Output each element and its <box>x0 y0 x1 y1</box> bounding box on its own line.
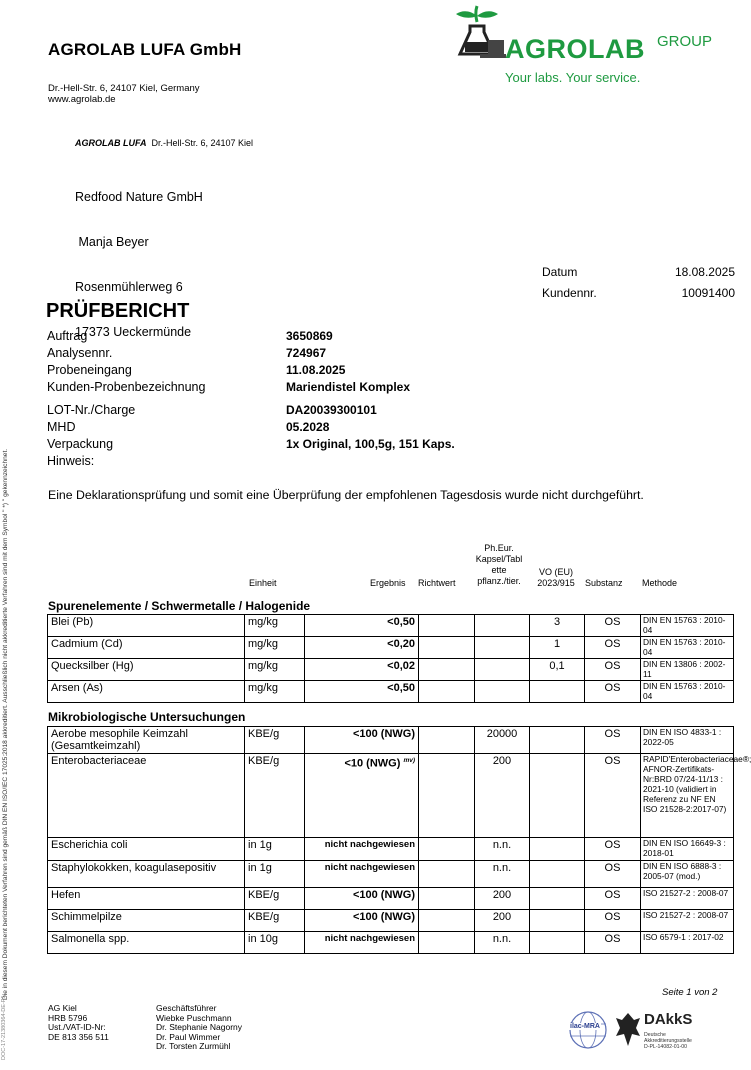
col-header-pheur-line: pflanz./tier. <box>477 576 521 586</box>
cell-result <box>305 659 419 681</box>
cell-method: DIN EN ISO 6888-3 : 2005-07 (mod.) <box>641 861 734 888</box>
cell-substanz: OS <box>585 838 641 861</box>
cell-parameter: Hefen <box>48 888 245 910</box>
cell-method: DIN EN 15763 : 2010-04 <box>641 615 734 637</box>
cell-unit: KBE/g <box>245 910 305 932</box>
table-row <box>48 838 734 861</box>
col-header-ergebnis: Ergebnis <box>370 578 406 588</box>
sender-address: Dr.-Hell-Str. 6, 24107 Kiel <box>151 138 254 148</box>
cell-parameter: Escherichia coli <box>48 838 245 861</box>
cell-method: DIN EN ISO 4833-1 : 2022-05 <box>641 727 734 754</box>
cell-unit: KBE/g <box>245 888 305 910</box>
cell-result <box>305 754 419 838</box>
company-address <box>48 83 200 105</box>
cell-method: DIN EN 15763 : 2010-04 <box>641 637 734 659</box>
dakks-details: Deutsche Akkreditierungsstelle D-PL-14082-01-00 <box>644 1032 692 1050</box>
info-label-note: Hinweis: <box>47 454 95 468</box>
section-title-metals: Spurenelemente / Schwermetalle / Halogenide <box>48 599 311 613</box>
cell-vo-limit: 3 <box>530 615 585 637</box>
cell-unit: mg/kg <box>245 681 305 703</box>
table-row <box>48 615 734 637</box>
col-header-pheur <box>470 543 528 587</box>
cell-parameter: Schimmelpilze <box>48 910 245 932</box>
customer-value: 10091400 <box>681 286 735 300</box>
cell-parameter: Arsen (As) <box>48 681 245 703</box>
page-title: PRÜFBERICHT <box>46 300 190 322</box>
logo-group: GROUP <box>657 33 713 50</box>
col-header-methode: Methode <box>642 578 678 588</box>
cell-richtwert <box>419 754 475 838</box>
cell-unit: in 1g <box>245 861 305 888</box>
result-value: <0,50 <box>387 616 415 628</box>
logo-wordmark: AGROLAB <box>505 34 645 64</box>
cell-result <box>305 910 419 932</box>
result-value: <100 (NWG) <box>352 728 415 740</box>
cell-result <box>305 727 419 754</box>
cell-parameter: Staphylokokken, koagulasepositiv <box>48 861 245 888</box>
table-row <box>48 637 734 659</box>
dakks-logo <box>614 1008 732 1058</box>
cell-pheur-limit: 20000 <box>475 727 530 754</box>
col-header-pheur-line: Kapsel/Tabl <box>475 554 523 564</box>
info-value-lot: DA20039300101 <box>286 403 377 417</box>
cell-vo-limit <box>530 888 585 910</box>
cell-result <box>305 615 419 637</box>
cell-substanz: OS <box>585 888 641 910</box>
cell-pheur-limit: 200 <box>475 888 530 910</box>
side-text: Die in diesem Dokument berichteten Verfahren sind gemäß DIN EN ISO/IEC 17025:2018 akkreditiert. Ausschließlich nicht akkreditierte Verfahren sind mit dem Symbol " *) " gekennzeichnet. <box>2 448 9 1000</box>
ilac-mra-logo <box>568 1010 608 1050</box>
cell-richtwert <box>419 681 475 703</box>
col-header-substanz: Substanz <box>585 578 623 588</box>
cell-richtwert <box>419 932 475 954</box>
table-row <box>48 910 734 932</box>
sender-name: AGROLAB LUFA <box>75 138 147 148</box>
cell-substanz: OS <box>585 681 641 703</box>
cell-vo-limit <box>530 754 585 838</box>
cell-substanz: OS <box>585 727 641 754</box>
cell-substanz: OS <box>585 659 641 681</box>
result-value: nicht nachgewiesen <box>324 862 415 873</box>
info-value-analysis: 724967 <box>286 346 327 360</box>
col-header-vo-line: 2023/915 <box>537 578 575 588</box>
cell-result <box>305 637 419 659</box>
info-label-packaging: Verpackung <box>47 437 114 451</box>
cell-method: DIN EN ISO 16649-3 : 2018-01 <box>641 838 734 861</box>
result-value: nicht nachgewiesen <box>324 839 415 850</box>
accreditation-side-text <box>2 330 12 1000</box>
doc-code <box>1 995 9 1070</box>
sender-line <box>75 138 253 148</box>
cell-result <box>305 838 419 861</box>
table-row <box>48 754 734 838</box>
cell-vo-limit <box>530 681 585 703</box>
col-header-vo <box>530 567 582 589</box>
cell-unit: in 10g <box>245 932 305 954</box>
cell-substanz: OS <box>585 615 641 637</box>
cell-vo-limit <box>530 727 585 754</box>
col-header-pheur-line: ette <box>491 565 507 575</box>
recipient-line: Manja Beyer <box>75 235 149 249</box>
cell-substanz: OS <box>585 910 641 932</box>
cell-parameter: Enterobacteriaceae <box>48 754 245 838</box>
info-label-receipt: Probeneingang <box>47 363 132 377</box>
cell-substanz: OS <box>585 754 641 838</box>
cell-method: ISO 6579-1 : 2017-02 <box>641 932 734 954</box>
cell-richtwert <box>419 659 475 681</box>
customer-label: Kundennr. <box>542 286 597 300</box>
recipient-line: 17373 Ueckermünde <box>75 325 192 339</box>
agrolab-logo <box>450 2 730 88</box>
declaration-note: Eine Deklarationsprüfung und somit eine Überprüfung der empfohlenen Tagesdosis wurde nicht durchgeführt. <box>48 488 644 502</box>
info-label-order: Auftrag <box>47 329 88 343</box>
cell-unit: mg/kg <box>245 615 305 637</box>
cell-pheur-limit: 200 <box>475 910 530 932</box>
cell-method: ISO 21527-2 : 2008-07 <box>641 888 734 910</box>
cell-pheur-limit: n.n. <box>475 838 530 861</box>
info-value-packaging: 1x Original, 100,5g, 151 Kaps. <box>286 437 455 451</box>
dakks-wordmark: DAkkS <box>644 1011 693 1028</box>
info-value-order: 3650869 <box>286 329 333 343</box>
col-header-richtwert: Richtwert <box>418 578 456 588</box>
table-row <box>48 727 734 754</box>
recipient-address <box>75 160 203 355</box>
cell-richtwert <box>419 861 475 888</box>
table-row <box>48 888 734 910</box>
info-value-mhd: 05.2028 <box>286 420 330 434</box>
page-number: Seite 1 von 2 <box>662 987 718 998</box>
cell-richtwert <box>419 838 475 861</box>
result-value: <0,20 <box>387 638 415 650</box>
col-header-einheit: Einheit <box>249 578 277 588</box>
cell-richtwert <box>419 637 475 659</box>
result-value: <10 (NWG) <box>344 757 401 770</box>
section-title-micro: Mikrobiologische Untersuchungen <box>48 710 246 724</box>
logo-slogan: Your labs. Your service. <box>505 70 641 85</box>
cell-method: ISO 21527-2 : 2008-07 <box>641 910 734 932</box>
recipient-line: Redfood Nature GmbH <box>75 190 203 204</box>
cell-vo-limit: 0,1 <box>530 659 585 681</box>
result-value: <0,02 <box>387 660 415 672</box>
cell-method: DIN EN 13806 : 2002-11 <box>641 659 734 681</box>
cell-pheur-limit <box>475 637 530 659</box>
cell-pheur-limit <box>475 659 530 681</box>
info-label-analysis: Analysennr. <box>47 346 113 360</box>
result-value: nicht nachgewiesen <box>324 933 415 944</box>
cell-richtwert <box>419 727 475 754</box>
info-label-sample: Kunden-Probenbezeichnung <box>47 380 206 394</box>
date-value: 18.08.2025 <box>674 265 735 279</box>
cell-parameter: Salmonella spp. <box>48 932 245 954</box>
doc-code-text: DOC-17-21380364-DE-P1 <box>1 995 7 1060</box>
cell-substanz: OS <box>585 932 641 954</box>
footer-management: Geschäftsführer Wiebke Puschmann Dr. Stephanie Nagorny Dr. Paul Wimmer Dr. Torsten Zurmühl <box>156 1003 242 1051</box>
cell-richtwert <box>419 910 475 932</box>
dakks-eagle-icon <box>614 1010 642 1050</box>
ilac-globe-icon <box>568 1010 608 1050</box>
footer-registry: AG Kiel HRB 5796 Ust./VAT-ID-Nr: DE 813 356 511 <box>48 1003 109 1042</box>
date-label: Datum <box>542 265 578 279</box>
table-row <box>48 681 734 703</box>
company-name: AGROLAB LUFA GmbH <box>48 40 242 59</box>
company-address-line: Dr.-Hell-Str. 6, 24107 Kiel, Germany <box>48 83 200 94</box>
cell-vo-limit <box>530 932 585 954</box>
cell-unit: KBE/g <box>245 727 305 754</box>
info-value-receipt: 11.08.2025 <box>286 363 346 377</box>
cell-result <box>305 681 419 703</box>
cell-parameter: Aerobe mesophile Keimzahl (Gesamtkeimzahl) <box>48 727 245 754</box>
company-website: www.agrolab.de <box>48 94 116 105</box>
info-value-sample: Mariendistel Komplex <box>286 380 411 394</box>
cell-parameter: Cadmium (Cd) <box>48 637 245 659</box>
result-footnote: mv) <box>403 757 415 764</box>
cell-unit: mg/kg <box>245 637 305 659</box>
result-value: <100 (NWG) <box>352 911 415 923</box>
cell-method: RAPID'Enterobacteriaceae®; AFNOR-Zertifikats-Nr:BRD 07/24-11/13 : 2021-10 (validiert in Referenz zu NF EN ISO 21528-2:2017-07) <box>641 754 734 838</box>
cell-pheur-limit: 200 <box>475 754 530 838</box>
cell-result <box>305 861 419 888</box>
cell-substanz: OS <box>585 861 641 888</box>
result-value: <0,50 <box>387 682 415 694</box>
table-row <box>48 861 734 888</box>
result-value: <100 (NWG) <box>352 889 415 901</box>
recipient-line: Rosenmühlerweg 6 <box>75 280 183 294</box>
cell-unit: KBE/g <box>245 754 305 838</box>
cell-vo-limit <box>530 838 585 861</box>
table-row <box>48 659 734 681</box>
cell-parameter: Quecksilber (Hg) <box>48 659 245 681</box>
table-row <box>48 932 734 954</box>
cell-substanz: OS <box>585 637 641 659</box>
cell-result <box>305 932 419 954</box>
cell-unit: mg/kg <box>245 659 305 681</box>
info-label-mhd: MHD <box>47 420 76 434</box>
micro-table <box>47 726 751 954</box>
cell-richtwert <box>419 888 475 910</box>
cell-pheur-limit: n.n. <box>475 861 530 888</box>
flask-plant-icon <box>450 2 505 62</box>
cell-pheur-limit: n.n. <box>475 932 530 954</box>
col-header-pheur-line: Ph.Eur. <box>484 543 514 553</box>
cell-parameter: Blei (Pb) <box>48 615 245 637</box>
cell-vo-limit <box>530 861 585 888</box>
info-label-lot: LOT-Nr./Charge <box>47 403 136 417</box>
cell-result <box>305 888 419 910</box>
cell-unit: in 1g <box>245 838 305 861</box>
ilac-label: ilac-MRA <box>570 1023 600 1030</box>
cell-pheur-limit <box>475 615 530 637</box>
cell-method: DIN EN 15763 : 2010-04 <box>641 681 734 703</box>
cell-vo-limit <box>530 910 585 932</box>
col-header-vo-line: VO (EU) <box>538 567 573 577</box>
cell-richtwert <box>419 615 475 637</box>
metals-table <box>47 614 734 703</box>
cell-vo-limit: 1 <box>530 637 585 659</box>
cell-pheur-limit <box>475 681 530 703</box>
